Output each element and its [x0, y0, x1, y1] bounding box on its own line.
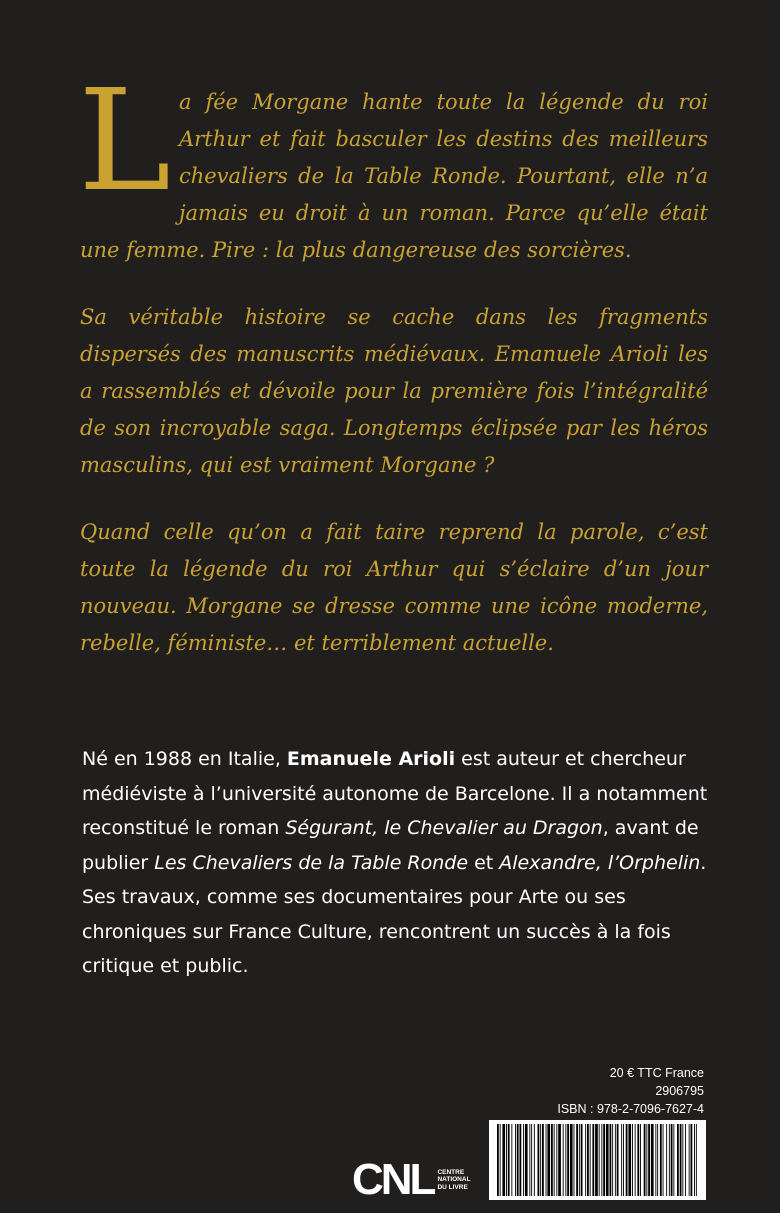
barcode-bar — [657, 1124, 658, 1196]
barcode-bar — [603, 1124, 605, 1196]
barcode-bar — [585, 1124, 586, 1196]
price: 20 € TTC France — [609, 1066, 704, 1080]
isbn: ISBN : 978-2-7096-7627-4 — [557, 1102, 704, 1116]
barcode-bar — [540, 1124, 541, 1196]
book-title-alexandre: Alexandre, l’Orphelin — [499, 851, 701, 874]
cnl-line-1: CENTRE — [437, 1168, 465, 1176]
cnl-line-2: NATIONAL — [437, 1176, 471, 1184]
barcode-bar — [655, 1124, 656, 1196]
barcode-bar — [517, 1124, 519, 1196]
barcode-bar — [574, 1124, 575, 1196]
barcode-bar — [563, 1124, 564, 1196]
barcode-graphic — [489, 1120, 706, 1200]
barcode-bar — [644, 1124, 646, 1196]
barcode-bar — [615, 1124, 616, 1196]
barcode-bar — [677, 1124, 679, 1196]
barcode-bar — [592, 1124, 594, 1196]
barcode-bar — [669, 1124, 670, 1196]
cnl-logo — [352, 1155, 477, 1205]
barcode-bar — [506, 1124, 507, 1196]
barcode-bar — [623, 1124, 624, 1196]
barcode-bar — [581, 1124, 583, 1196]
blurb — [78, 60, 708, 692]
barcode-bar — [534, 1124, 535, 1196]
barcode-bar — [689, 1124, 690, 1196]
barcode-bar — [610, 1124, 612, 1196]
blurb-paragraph-3: Quand celle qu’on a fait taire reprend la parole, c’est toute la légende du roi Arthur qui s’éclaire d’un jour nouveau. Morgane se dresse comme une icône moderne, rebelle, féministe… et terriblement actuelle. — [80, 520, 708, 655]
barcode-bar — [565, 1124, 566, 1196]
blurb-paragraph-1 — [78, 60, 708, 269]
barcode-bar — [680, 1124, 682, 1196]
barcode-bar — [554, 1124, 555, 1196]
barcode-bar — [546, 1124, 547, 1196]
barcode-bar — [640, 1124, 641, 1196]
drop-cap: L — [78, 60, 171, 223]
barcode-bar — [525, 1124, 528, 1196]
author-name: Emanuele Arioli — [286, 748, 456, 770]
bio-text-5: . Ses travaux, comme ses documentaires pour Arte ou ses chroniques sur France Culture, rencontrent un succès à la fois critique et public. — [82, 851, 707, 977]
bio-text-3: , avant de publier — [82, 817, 699, 874]
barcode-bar — [590, 1124, 591, 1196]
barcode-bar — [691, 1124, 693, 1196]
cnl-logo-mark: CNL — [352, 1155, 434, 1204]
barcode-bar — [637, 1124, 639, 1196]
barcode-bar — [547, 1124, 550, 1196]
barcode-bar — [617, 1124, 619, 1196]
book-title-segurant: Ségurant, le Chevalier au Dragon — [285, 817, 603, 839]
barcode-bar — [502, 1124, 505, 1196]
barcode-bar — [599, 1124, 600, 1196]
barcode-bar — [511, 1124, 512, 1196]
author-bio-paragraph — [82, 742, 710, 984]
barcode-bar — [595, 1124, 598, 1196]
barcode-bar — [626, 1124, 628, 1196]
barcode-bar — [601, 1124, 602, 1196]
barcode — [489, 1120, 706, 1200]
barcode-bar — [685, 1124, 686, 1196]
blurb-paragraph-1-text: a fée Morgane hante toute la légende du roi Arthur et fait basculer les destins des meilleurs chevaliers de la Table Ronde. Pourtant, elle n’a jamais eu droit à un roman. Parce qu’elle était une femme. Pire : la plus dangereuse des sorcières. — [80, 90, 708, 262]
bio-text-4: et — [468, 851, 500, 874]
barcode-bar — [621, 1124, 622, 1196]
barcode-bar — [682, 1124, 683, 1196]
barcode-bar — [570, 1124, 573, 1196]
barcode-bar — [500, 1124, 501, 1196]
barcode-bar — [558, 1124, 561, 1196]
barcode-bar — [696, 1124, 697, 1196]
barcode-bar — [529, 1124, 530, 1196]
barcode-bar — [606, 1124, 609, 1196]
barcode-bar — [628, 1124, 631, 1196]
barcode-bar — [538, 1124, 540, 1196]
barcode-bar — [576, 1124, 578, 1196]
barcode-bar — [497, 1124, 499, 1196]
barcode-bar — [508, 1124, 510, 1196]
barcode-bar — [694, 1124, 695, 1196]
barcode-bar — [556, 1124, 557, 1196]
barcode-bar — [579, 1124, 580, 1196]
barcode-bar — [632, 1124, 633, 1196]
barcode-bar — [673, 1124, 674, 1196]
barcode-bar — [567, 1124, 569, 1196]
barcode-bar — [646, 1124, 647, 1196]
barcode-bar — [612, 1124, 613, 1196]
cnl-line-3: DU LIVRE — [437, 1183, 468, 1191]
bio-text-2: est auteur et chercheur médiéviste à l’université autonome de Barcelone. Il a notamment reconstitué le roman — [82, 748, 708, 839]
price-block — [557, 1064, 704, 1118]
barcode-bar — [660, 1124, 662, 1196]
cnl-logo-subtitle — [437, 1169, 477, 1192]
barcode-bar — [542, 1124, 544, 1196]
author-bio — [82, 742, 710, 984]
book-title-chevaliers: Les Chevaliers de la Table Ronde — [154, 851, 469, 874]
barcode-bar — [523, 1124, 524, 1196]
barcode-bar — [587, 1124, 589, 1196]
barcode-bar — [635, 1124, 636, 1196]
barcode-bar — [520, 1124, 522, 1196]
barcode-bar — [671, 1124, 673, 1196]
blurb-paragraph-2: Sa véritable histoire se cache dans les fragments dispersés des manuscrits médiévaux. Emanuele Arioli les a rassemblés et dévoile pour la première fois l’intégralité de son incroyable saga. Longtemps éclipsée par les héros masculins, qui est vraiment Morgane ? — [80, 305, 708, 477]
barcode-bar — [648, 1124, 650, 1196]
barcode-bar — [663, 1124, 664, 1196]
barcode-bar — [551, 1124, 553, 1196]
barcode-bar — [515, 1124, 516, 1196]
barcode-bar — [666, 1124, 667, 1196]
barcode-bar — [651, 1124, 654, 1196]
product-code: 2906795 — [655, 1084, 704, 1098]
barcode-bar — [531, 1124, 532, 1196]
bio-text-1: Né en 1988 en Italie, — [82, 748, 287, 770]
